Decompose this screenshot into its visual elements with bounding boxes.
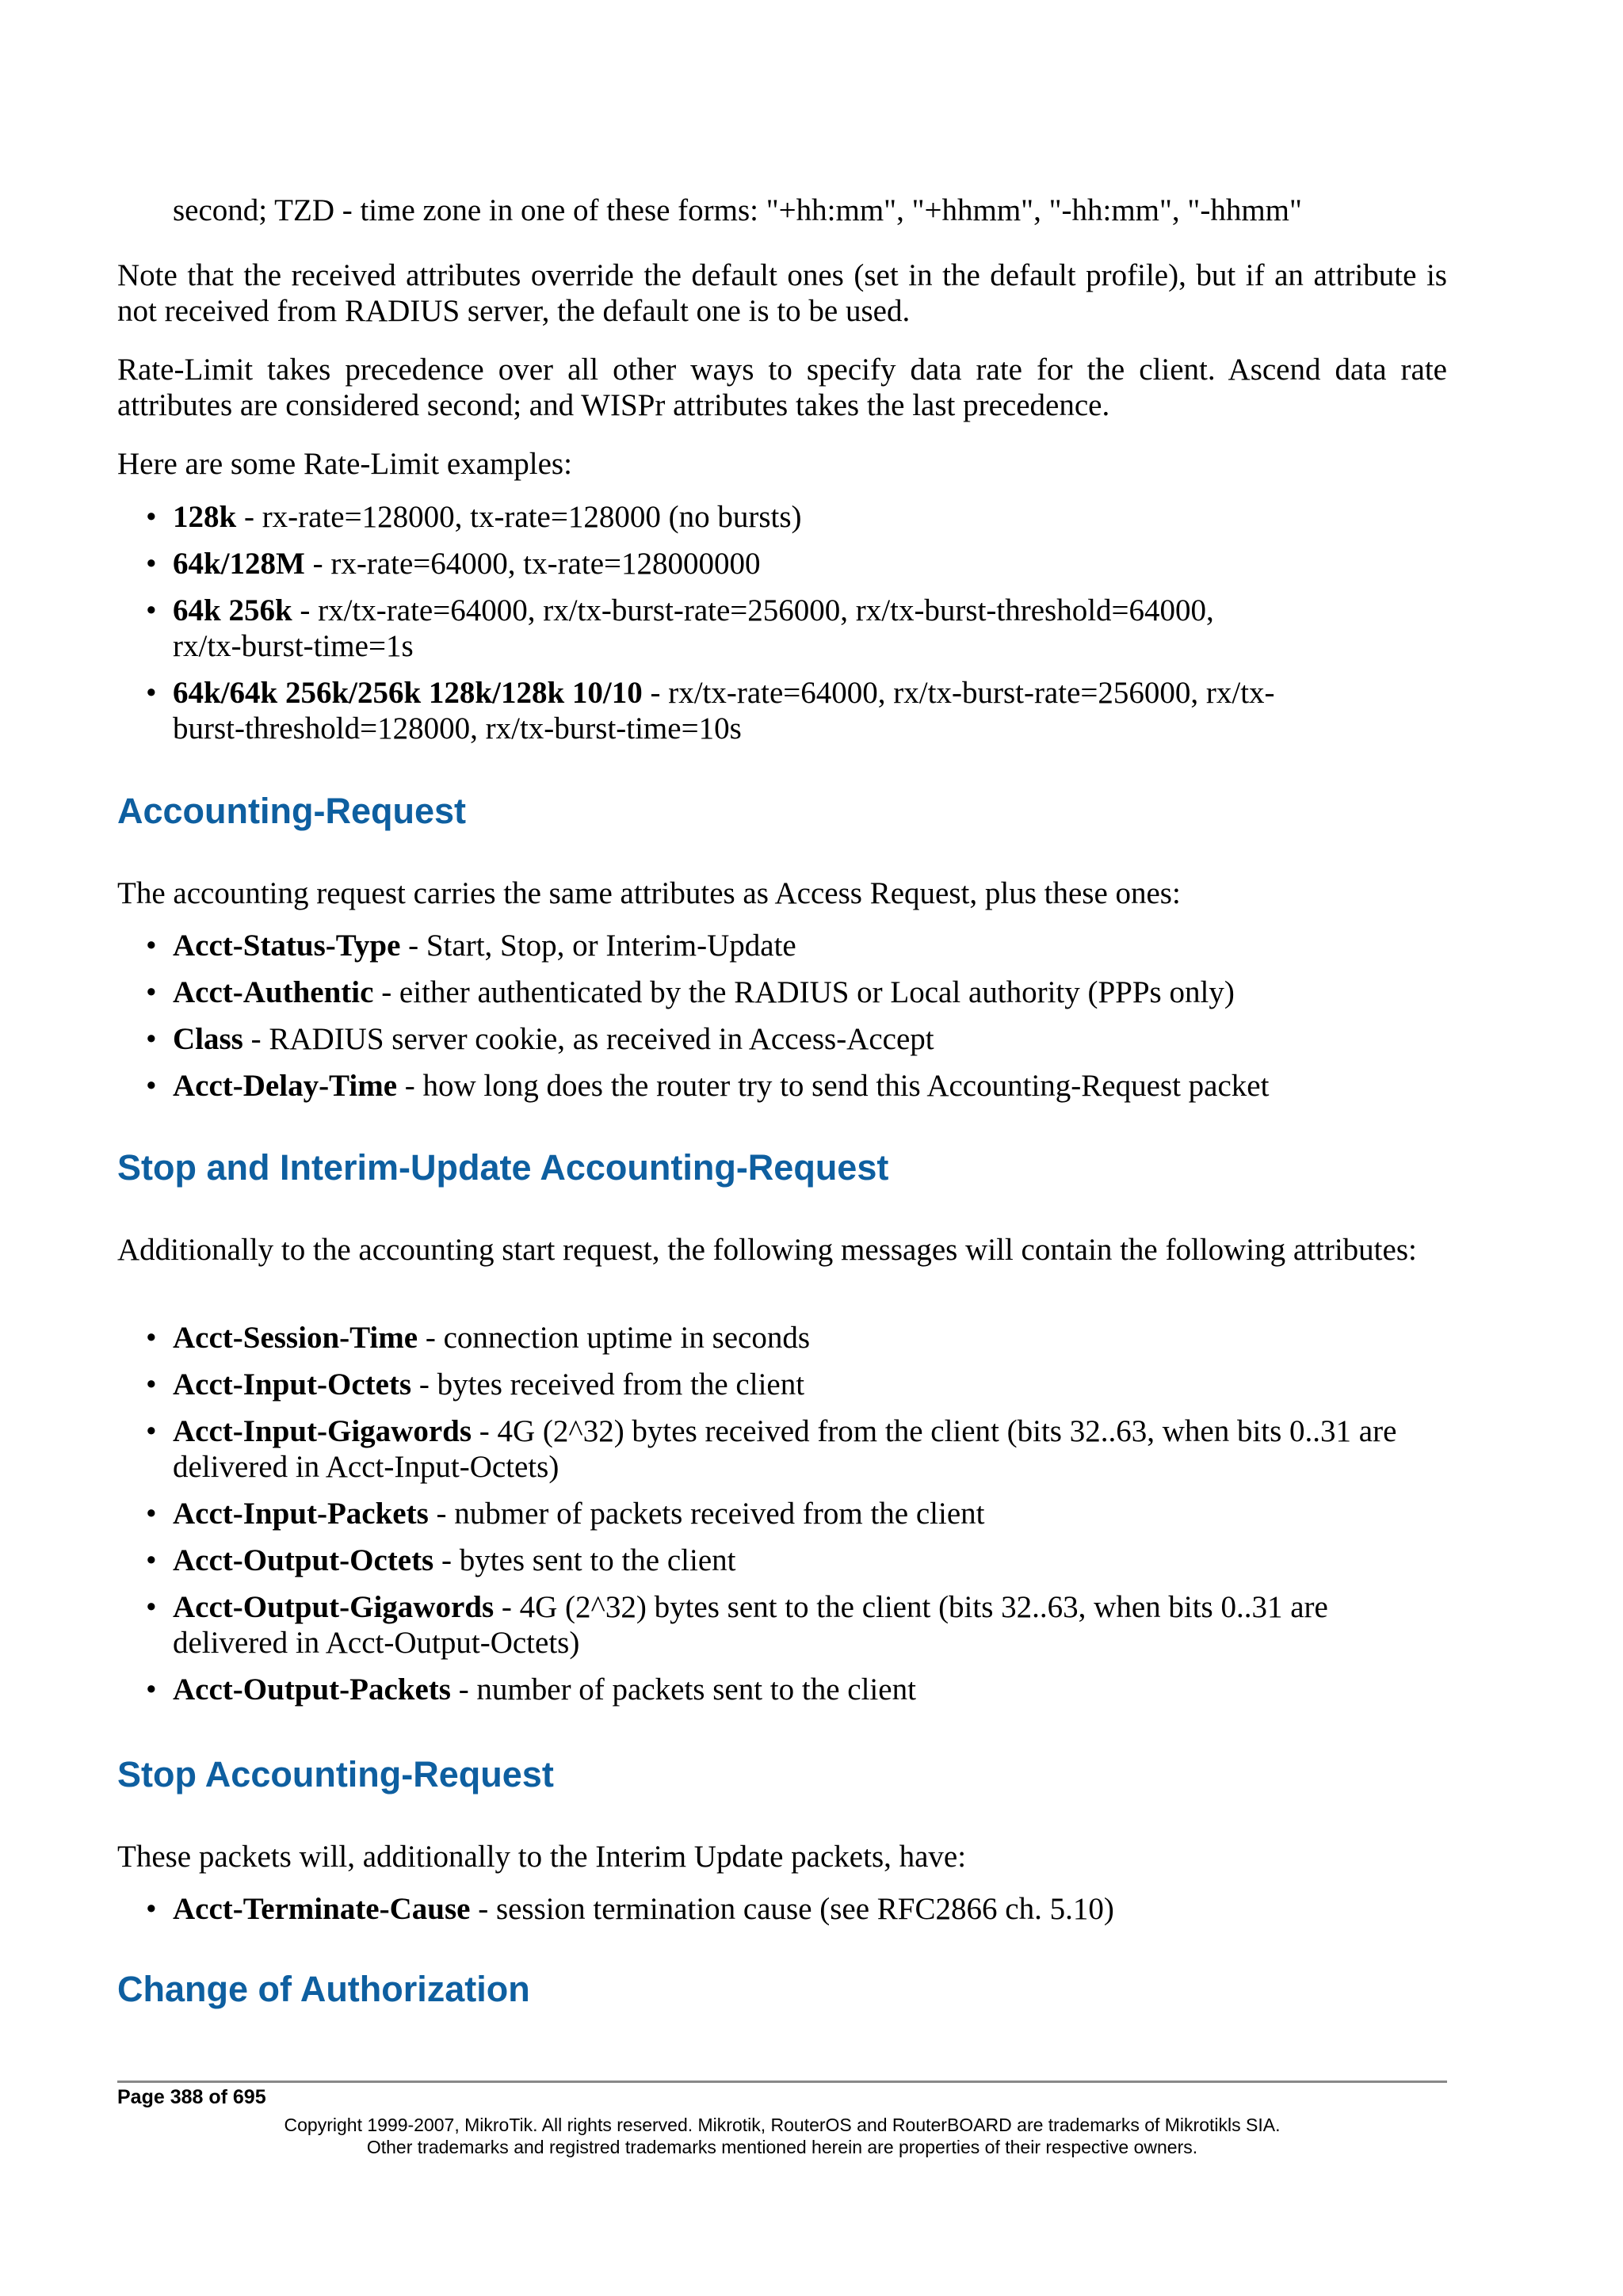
list-item bbox=[117, 675, 1289, 746]
term: 64k/64k 256k/256k 128k/128k 10/10 bbox=[173, 676, 643, 710]
page-number: Page 388 of 695 bbox=[117, 2086, 266, 2108]
heading-change-of-authorization: Change of Authorization bbox=[117, 1969, 530, 2009]
term: Class bbox=[173, 1022, 243, 1056]
stop-accounting-text: These packets will, additionally to the Interim Update packets, have: bbox=[117, 1840, 967, 1874]
rate-limit-examples-intro: Here are some Rate-Limit examples: bbox=[117, 447, 572, 481]
accounting-request-text: The accounting request carries the same attributes as Access Request, plus these ones: bbox=[117, 876, 1181, 910]
term: Acct-Input-Packets bbox=[173, 1497, 429, 1531]
term: Acct-Status-Type bbox=[173, 929, 401, 963]
list-item bbox=[117, 593, 1289, 664]
rate-limit-examples-list bbox=[117, 499, 1447, 757]
description: - 4G (2^32) bytes received from the client (bits 32..63, when bits 0..31 are delivered in Acct-Input-Octets) bbox=[173, 1414, 1397, 1484]
footer-divider bbox=[117, 2081, 1447, 2083]
override-note: Note that the received attributes override the default ones (set in the default profile), but if an attribute is not received from RADIUS server, the default one is to be used. bbox=[117, 258, 1447, 328]
list-item bbox=[117, 974, 1447, 1010]
list-item bbox=[117, 1021, 1447, 1057]
list-item bbox=[117, 499, 1447, 535]
list-item bbox=[117, 1543, 1447, 1578]
term: Acct-Output-Packets bbox=[173, 1672, 451, 1707]
term: 64k/128M bbox=[173, 547, 305, 581]
term: Acct-Output-Gigawords bbox=[173, 1590, 495, 1624]
description: - bytes sent to the client bbox=[433, 1543, 736, 1577]
stop-interim-text: Additionally to the accounting start request, the following messages will contain the following attributes: bbox=[117, 1233, 1417, 1267]
description: - nubmer of packets received from the client bbox=[428, 1497, 985, 1531]
heading-stop-interim-update: Stop and Interim-Update Accounting-Request bbox=[117, 1147, 889, 1188]
description: - bytes received from the client bbox=[411, 1367, 805, 1402]
list-item bbox=[117, 1672, 1447, 1707]
description: - number of packets sent to the client bbox=[450, 1672, 916, 1707]
term: Acct-Session-Time bbox=[173, 1321, 418, 1355]
description: - session termination cause (see RFC2866 ch. 5.10) bbox=[470, 1892, 1114, 1926]
interim-attributes-list bbox=[117, 1320, 1447, 1718]
intro-continuation: second; TZD - time zone in one of these forms: "+hh:mm", "+hhmm", "-hh:mm", "-hhmm" bbox=[173, 193, 1302, 227]
list-item bbox=[117, 1891, 1447, 1927]
heading-stop-accounting-request: Stop Accounting-Request bbox=[117, 1754, 554, 1794]
term: Acct-Input-Octets bbox=[173, 1367, 412, 1402]
list-item bbox=[117, 1496, 1447, 1531]
stop-attributes-list bbox=[117, 1891, 1447, 1938]
term: Acct-Terminate-Cause bbox=[173, 1892, 471, 1926]
term: Acct-Output-Octets bbox=[173, 1543, 434, 1577]
list-item bbox=[117, 1068, 1447, 1104]
description: - how long does the router try to send this Accounting-Request packet bbox=[397, 1069, 1270, 1103]
accounting-attributes-list bbox=[117, 928, 1447, 1115]
heading-accounting-request: Accounting-Request bbox=[117, 791, 467, 831]
description: - rx-rate=128000, tx-rate=128000 (no bursts) bbox=[236, 500, 802, 534]
description: - Start, Stop, or Interim-Update bbox=[400, 929, 796, 963]
list-item bbox=[117, 928, 1447, 963]
description: - rx-rate=64000, tx-rate=128000000 bbox=[304, 547, 761, 581]
list-item bbox=[117, 1320, 1447, 1356]
term: Acct-Delay-Time bbox=[173, 1069, 397, 1103]
term: Acct-Input-Gigawords bbox=[173, 1414, 472, 1448]
rate-limit-precedence: Rate-Limit takes precedence over all other ways to specify data rate for the client. Ascend data rate attributes are considered second; and WISPr attributes takes the last precedence. bbox=[117, 353, 1447, 422]
term: 128k bbox=[173, 500, 237, 534]
description: - rx/tx-rate=64000, rx/tx-burst-rate=256000, rx/tx-burst-threshold=128000, rx/tx-burst-time=10s bbox=[173, 676, 1275, 746]
list-item bbox=[117, 1367, 1447, 1402]
list-item bbox=[117, 1589, 1439, 1661]
description: - rx/tx-rate=64000, rx/tx-burst-rate=256000, rx/tx-burst-threshold=64000, rx/tx-burst-time=1s bbox=[173, 593, 1214, 663]
term: Acct-Authentic bbox=[173, 975, 374, 1009]
document-page bbox=[117, 0, 1447, 2296]
list-item bbox=[117, 546, 1447, 582]
copyright-line-2: Other trademarks and registred trademarks mentioned herein are properties of their respective owners. bbox=[366, 2137, 1198, 2157]
description: - RADIUS server cookie, as received in Access-Accept bbox=[242, 1022, 934, 1056]
copyright-line-1: Copyright 1999-2007, MikroTik. All rights reserved. Mikrotik, RouterOS and RouterBOARD are trademarks of Mikrotikls SIA. bbox=[284, 2115, 1281, 2135]
term: 64k 256k bbox=[173, 593, 292, 627]
description: - 4G (2^32) bytes sent to the client (bits 32..63, when bits 0..31 are delivered in Acct-Output-Octets) bbox=[173, 1590, 1328, 1660]
description: - either authenticated by the RADIUS or Local authority (PPPs only) bbox=[373, 975, 1235, 1009]
description: - connection uptime in seconds bbox=[418, 1321, 811, 1355]
list-item bbox=[117, 1413, 1439, 1485]
